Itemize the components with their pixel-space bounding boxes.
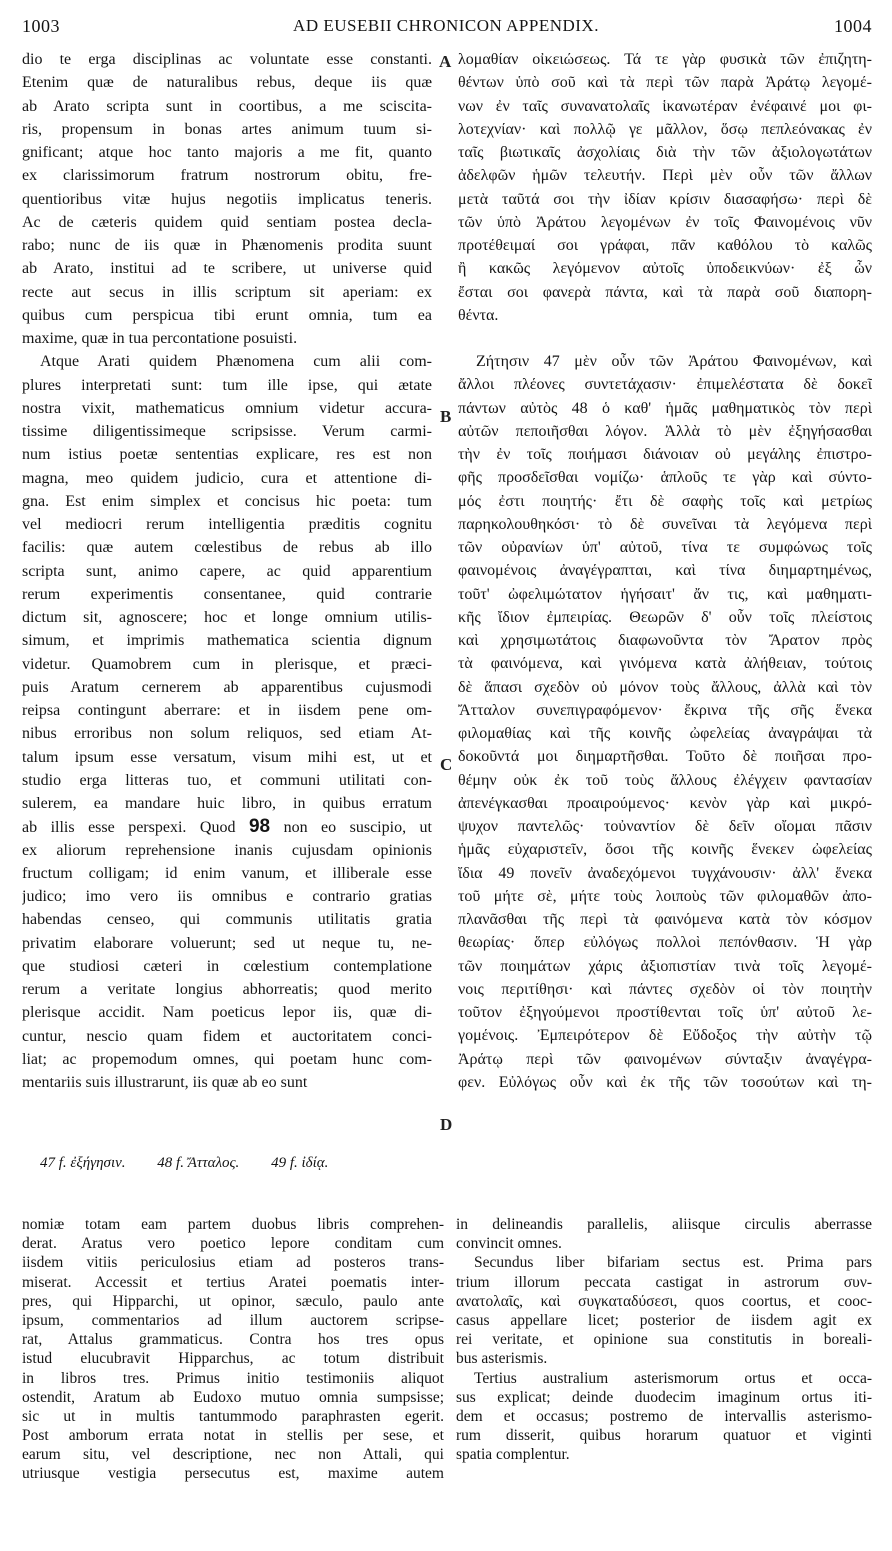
text-line: rei veritate, et opinione sua constitutis in boreali-: [456, 1331, 872, 1349]
text-line: earum situ, vel descriptione, nec non Attali, qui: [22, 1446, 444, 1464]
text-line: λομαθίαν οἰκειώσεως. Τά τε γὰρ φυσικὰ τῶν ἐπιζητη-: [458, 51, 872, 68]
text-line: ab Arato scripta sunt in coortibus, a me sciscita-: [22, 97, 432, 115]
text-line: videtur. Quamobrem cum in plerisque, et præci-: [22, 655, 432, 673]
text-line: scripta sunt, animo capere, ac quid apparentium: [22, 562, 432, 580]
text-line: rat, Attalus grammaticus. Contra hos tres opus: [22, 1331, 444, 1349]
text-line: rerum a veritate longius abhorreatis; quod merito: [22, 981, 432, 998]
bottom-right-column: [456, 1215, 872, 1464]
text-line: facilis: quæ autem cœlestibus de rebus ab illo: [22, 539, 432, 557]
text-line: gnificant; atque hoc tanto majoris a me fit, quanto: [22, 144, 432, 161]
text-line: θέμην οὐκ ἐκ τοῦ τοὺς ἄλλους ἐλέγχειν φαντασίαν: [458, 771, 872, 789]
text-line: φῆς προσδεῖσθαι νομίζω· ἁπλοῦς τε γὰρ καὶ σύντο-: [458, 469, 872, 487]
footnote-49: 49 f. ἰδίᾳ.: [271, 1155, 329, 1171]
text-line: nibus erroribus non solum reliquos, sed etiam At-: [22, 725, 432, 743]
text-line: sus explicat; deinde duodecim imaginum ortus iti-: [456, 1388, 872, 1406]
text-line: miserat. Accessit et tertius Aratei poematis inter-: [22, 1273, 444, 1291]
footnotes: [40, 1155, 356, 1172]
text-line: dem et occasus; postremo de intervallis asterismo-: [456, 1407, 872, 1425]
text-line: rabo; nunc de iis quæ in Phænomenis prodita suunt: [22, 237, 432, 254]
text-line: cuntur, nescio quam fidem et auctoritatem conci-: [22, 1027, 432, 1045]
text-line: θέντα.: [458, 306, 499, 324]
text-line: ex clarissimorum fratrum nostrorum obitu, fre-: [22, 167, 432, 185]
text-line: derat. Aratus vero poetico lepore conditam cum: [22, 1235, 444, 1253]
text-line: puis Aratum cernerem ab apparentibus cujusmodi: [22, 678, 432, 696]
text-line: θέντων ὑπὸ σοῦ καὶ τὰ περὶ τῶν παρὰ Ἀράτῳ λεγομέ-: [458, 74, 872, 92]
text-line: utriusque vestigia persecutus est, maxime autem: [22, 1465, 444, 1483]
text-line: τοῦτον ἐξηγούμενοι προστίθενται τοῖς ὑπ' αὐτοῦ λε-: [458, 1004, 872, 1021]
text-line: ψυχον παντελῶς· τοὐναντίον δὲ δεῖν οἴομαι πᾶσιν: [458, 818, 872, 835]
text-line: dictum sit, agnoscere; hoc et longe omnium utilis-: [22, 609, 432, 626]
page-number-right: 1004: [834, 16, 872, 36]
text-line: trium illorum peccata castigat in astrorum συν-: [456, 1273, 872, 1291]
text-line: Ac de cæteris quidem quid sentiam postea decla-: [22, 213, 432, 231]
latin-column-top: [22, 48, 432, 1094]
text-line: mentariis suis illustrarunt, iis quæ ab eo sunt: [22, 1074, 308, 1091]
text-line: plures interpretati sunt: tum ille ipse, qui ætate: [22, 376, 432, 394]
text-line-with-folio: [22, 815, 432, 838]
text-line: Ἄτταλον συνεπιγραφόμενον· ἔκρινα τῆς σῆς ἕνεκα: [458, 701, 872, 719]
text-line: ἀπενέγκασθαι προαιρούμενος· κενὸν γὰρ καὶ μικρό-: [458, 794, 872, 812]
text-line: nostra vixit, mathematicus omnium videtur accura-: [22, 399, 432, 417]
text-line: ipsum, commentarios ad illum auctorem scripse-: [22, 1311, 444, 1329]
text-line: sic ut in multis tantummodo paraphrasten egerit.: [22, 1407, 444, 1425]
text-line: καὶ χρησιμωτάτοις διαφωνοῦντα τὸν Ἄρατον πρὸς: [458, 632, 872, 649]
text-line: τὰ φαινόμενα, καὶ γινόμενα κατὰ ἀλήθειαν, τούτοις: [458, 655, 872, 673]
text-line: Ἀράτῳ περὶ τῶν φαινομένων σύνταξιν ἀναγέγρα-: [458, 1050, 872, 1068]
text-line: ταῖς βιωτικαῖς ἀσχολίαις διὰ τὴν τῶν ἀξιολογωτάτων: [458, 144, 872, 161]
text-line: ex aliorum reprehensione inanis cujusdam opinionis: [22, 841, 432, 859]
text-line: fructum colligam; id enim vanum, et illiberale esse: [22, 864, 432, 882]
text-line: magna, meo quidem judicio, cura et attentione di-: [22, 469, 432, 487]
line-fragment: ab illis esse perspexi. Quod: [22, 819, 236, 837]
text-line: studio erga litteras tuo, et communi utilitati con-: [22, 771, 432, 789]
folio-number: 98: [248, 816, 271, 838]
text-line: δοκοῦντά μοι διημαρτῆσθαι. Τοῦτο δὲ ποιῆσαι προ-: [458, 748, 872, 766]
text-line: Secundus liber bifariam sectus est. Prima pars: [474, 1254, 872, 1272]
text-line: spatia complentur.: [456, 1446, 570, 1464]
text-line: δὲ ἅπασι σχεδὸν οὐ μόνον τοὺς ἄλλους, ἀλλὰ καὶ τὸν: [458, 678, 872, 696]
footnote-48: 48 f. Ἄτταλος.: [157, 1155, 240, 1171]
text-line: παρηκολουθηκόσι· τὸ δὲ συνεῖναι τὰ λεγόμενα περὶ: [458, 515, 872, 533]
text-line: reipsa contingunt aberrare: et in iisdem pene om-: [22, 702, 432, 719]
text-line: τοῦτ' ὠφελιμώτατον ἡγήσαιτ' ἄν τις, καὶ μαθηματι-: [458, 585, 872, 603]
text-line: ἡμᾶς εὐχαριστεῖν, ὅσοι τῆς κοινῆς ἕνεκεν ὠφελείας: [458, 841, 872, 859]
margin-letter-c: C: [440, 755, 453, 774]
text-line: νοις περιτίθησι· καὶ πάντες σχεδὸν οἱ τὸν ποιητὴν: [458, 980, 872, 998]
text-line: nomiæ totam eam partem duobus libris comprehen-: [22, 1216, 444, 1233]
text-line: habendas censeo, qui communis utilitatis gratia: [22, 911, 432, 929]
text-line: rum disserit, quibus horarum quatuor et viginti: [456, 1427, 872, 1445]
text-line: pres, qui Hipparchi, ut opinor, sæculo, paulo ante: [22, 1292, 444, 1310]
text-line: que studiosi cæteri in cœlestium contemplatione: [22, 957, 432, 975]
text-line: Atque Arati quidem Phænomena cum alii com-: [40, 353, 432, 371]
text-line: ris, propensum in bonas artes animum tuum si-: [22, 120, 432, 138]
text-line: ἔσται σοι φανερὰ πάντα, καὶ τὰ παρὰ σοῦ διαπορη-: [458, 283, 872, 301]
text-line: Post amborum errata notat in stellis per sese, et: [22, 1427, 444, 1445]
text-line: rerum experimentis consentanee, quid contrarie: [22, 585, 432, 603]
text-line: dio te erga disciplinas ac voluntate esse constanti.: [22, 51, 432, 68]
text-line: μός ἐστι ποιητής· ἔτι δὲ σαφὴς τοῖς καὶ μετρίως: [458, 492, 872, 510]
text-line: convincit omnes.: [456, 1235, 562, 1253]
text-line: Ζήτησιν 47 μὲν οὖν τῶν Ἀράτου Φαινομένων, καὶ: [476, 353, 872, 370]
text-line: ανατολαῖς, καὶ συγκαταδύσεσι, quos coortus, et cooc-: [456, 1292, 872, 1310]
text-line: ἢ κακῶς λεγόμενον αὐτοῖς ὑποδεικνύων· ἐξ ὧν: [458, 260, 872, 278]
text-line: τῶν ὑπὸ Ἀράτου λεγομένων ἐν τοῖς Φαινομένοις νῦν: [458, 213, 872, 231]
text-line: μετὰ ταῦτά σοι τὴν ἰδίαν κρίσιν διασαφήσω· περὶ δὲ: [458, 190, 872, 208]
text-line: φιλομαθίας καὶ τῆς κοινῆς ὠφελείας ἀναγράψαι τὰ: [458, 725, 872, 742]
text-line: ostendit, Aratum ab Eudoxo mutuo omnia sumpsisse;: [22, 1388, 444, 1406]
text-line: liat; ac propemodum omnes, qui poetam hunc com-: [22, 1050, 432, 1068]
text-line: casus appellare licet; posterior de iisdem agit ex: [456, 1311, 872, 1329]
text-line: plerisque accidit. Nam poeticus lepor iis, quæ di-: [22, 1004, 432, 1022]
text-line: maxime, quæ in tua percontatione posuisti.: [22, 330, 298, 347]
text-line: τὴν ἐν τοῖς ποιήμασι διάνοιαν οὐ μεγάλης ἐπιστρο-: [458, 446, 872, 463]
text-line: talum ipsum esse versatum, visum mihi est, ut et: [22, 748, 432, 766]
text-line: πλανᾶσθαι τῆς περὶ τὰ φαινόμενα κατὰ τὸν κόσμον: [458, 911, 872, 928]
text-line: τοῦ μήτε σὲ, μήτε τοὺς λοιποὺς τῶν φιλομαθῶν ἀπο-: [458, 887, 872, 905]
text-line: ἴδια 49 πονεῖν ἀναδεχόμενοι τυγχάνουσιν· ἀλλ' ἕνεκα: [458, 864, 872, 882]
margin-letter-a: A: [439, 52, 452, 71]
text-line: in libros tres. Primus initio testimoniis aliquot: [22, 1369, 444, 1387]
text-line: κῆς ἴδιον ἐμπειρίας. Θεωρῶν δ' οὖν τοῖς πλείστοις: [458, 608, 872, 626]
text-line: αὐτῶν πεποιῆσθαι λόγον. Ἀλλὰ τὸ μὲν ἐξηγήσασθαι: [458, 422, 872, 440]
footnote-47: 47 f. ἐξήγησιν.: [40, 1155, 126, 1171]
text-line: γομένοις. Ἐμπειρότερον δὲ Εὔδοξος τὴν αὐτὴν τῷ: [458, 1027, 872, 1045]
page-header: [0, 14, 892, 44]
text-line: προτέθειμαί σοι γράφαι, πᾶν καθόλου τὸ καλῶς: [458, 237, 872, 254]
text-line: Etenim quæ de naturalibus rebus, deque iis quæ: [22, 74, 432, 92]
text-line: in delineandis parallelis, aliisque circulis aberrasse: [456, 1216, 872, 1233]
text-line: num istius poetæ sententias explicare, res est non: [22, 446, 432, 464]
text-line: φαινομένοις ἀναγέγραπται, καὶ τίνα διημαρτημένως,: [458, 562, 872, 580]
text-line: quentioribus vitæ hujus negotiis implicatus teneris.: [22, 190, 432, 208]
text-line: ἄλλοι πλέονες συντετάχασιν· ἐπιμελέστατα δὲ δοκεῖ: [458, 376, 872, 394]
text-line: φεν. Εὐλόγως οὖν καὶ ἐκ τῆς τῶν τοσούτων καὶ τη-: [458, 1073, 872, 1091]
running-title: AD EUSEBII CHRONICON APPENDIX.: [293, 16, 599, 35]
text-line: ἀδελφῶν ἡμῶν τελευτήν. Περὶ μὲν οὖν τῶν ἄλλων: [458, 167, 872, 185]
text-line: λοτεχνίαν· καὶ πολλῷ γε μᾶλλον, ὅσῳ πεπλεόνακας ἐν: [458, 120, 872, 138]
text-line: νων ἐν ταῖς συνανατολαῖς ἱκανωτέραν ἐνέφαινέ μοι φι-: [458, 97, 872, 115]
text-line: recte aut secus in illis scriptum sit aperiam: ex: [22, 283, 432, 301]
text-line: tissime diligentissimeque scripsisse. Verum carmi-: [22, 423, 432, 440]
text-line: τῶν οὐρανίων ὑπ' αὐτοῦ, τίνα τε συμφώνως τοῖς: [458, 539, 872, 556]
text-line: τῶν ποιημάτων χάρις ἀξιοπιστίαν τινὰ τοῖς λεγομέ-: [458, 957, 872, 975]
line-fragment: non eo suscipio, ut: [283, 819, 432, 837]
text-line: vel mediocri rerum intelligentia præditis cognitu: [22, 516, 432, 533]
text-line: ab Arato, institui ad te scribere, ut universe quid: [22, 260, 432, 278]
text-line: bus asterismis.: [456, 1350, 548, 1368]
bottom-left-column: [22, 1215, 444, 1484]
text-line: πάντων αὐτὸς 48 ὁ καθ' ἡμᾶς μαθηματικὸς τὸν περὶ: [458, 399, 872, 417]
margin-letter-b: B: [440, 407, 452, 426]
text-line: privatim elaborare voluerunt; sed ut neque tu, ne-: [22, 934, 432, 952]
text-line: istud elucubravit Hipparchus, ac totum distribuit: [22, 1350, 444, 1368]
text-line: Tertius australium asterismorum ortus et occa-: [474, 1369, 872, 1387]
margin-letter-d: D: [440, 1115, 453, 1134]
text-line: judico; imo vero iis omnibus e contrario gratias: [22, 888, 432, 905]
text-line: simum, et imprimis mathematica scientia dignum: [22, 632, 432, 650]
text-line: iisdem vitiis periculosius etiam ad posteros trans-: [22, 1254, 444, 1272]
text-line: quibus cum perspicua tibi erunt omnia, tum ea: [22, 306, 432, 324]
text-line: sulerem, ea mandare huic libro, in quibus erratum: [22, 795, 432, 812]
text-line: θεωρίας· ὅπερ εὐλόγως πολλοὶ πεπόνθασιν. Ἡ γὰρ: [458, 934, 872, 952]
greek-column-top: [458, 48, 872, 1094]
page-number-left: 1003: [22, 16, 60, 36]
text-line: gna. Est enim simplex et concisus hic poeta: tum: [22, 492, 432, 510]
